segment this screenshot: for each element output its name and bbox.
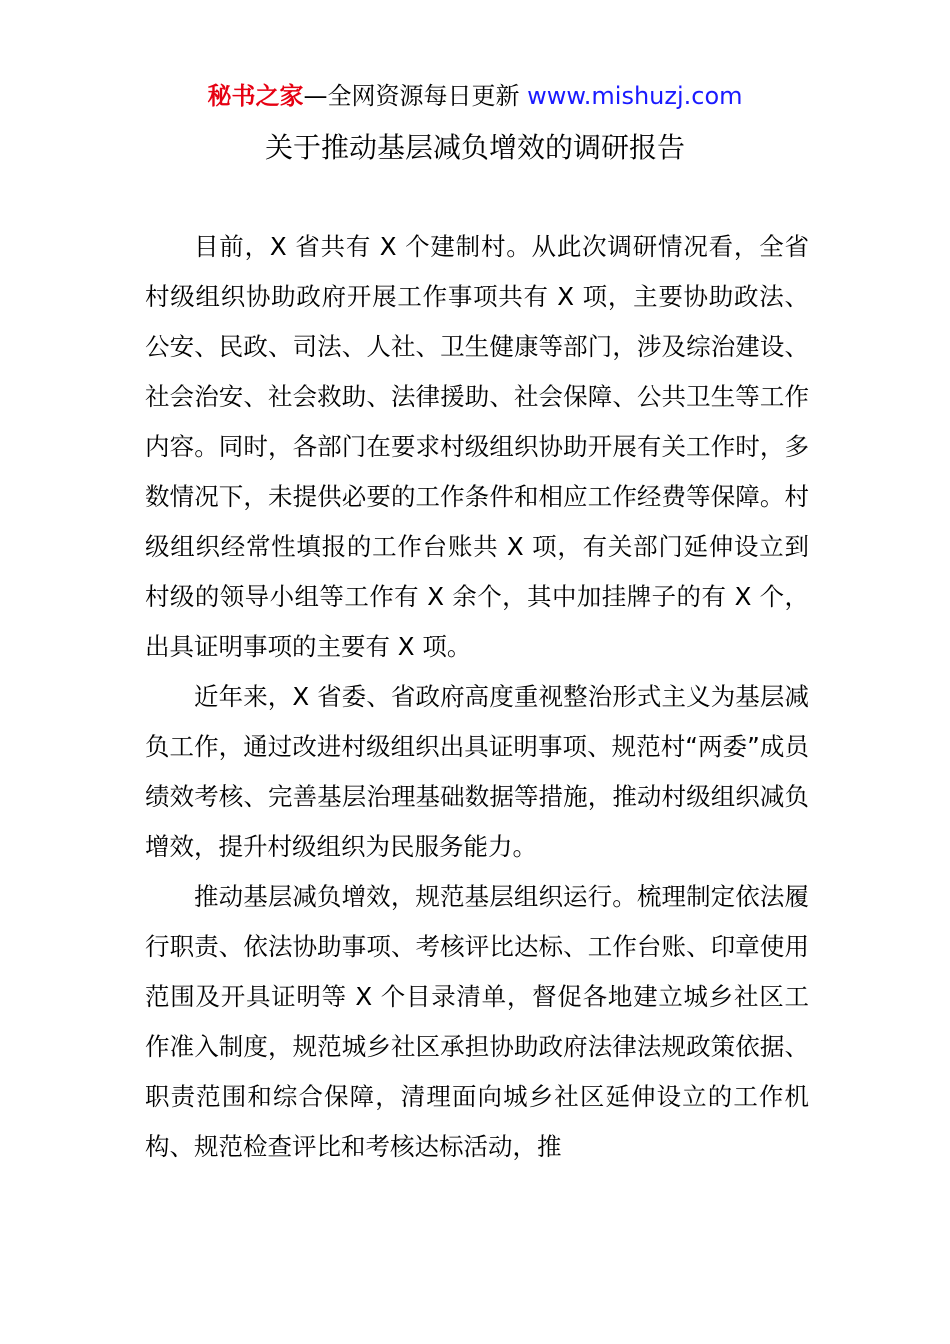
document-title: 关于推动基层减负增效的调研报告 bbox=[264, 131, 685, 164]
document-body bbox=[145, 222, 809, 1172]
site-tagline: —全网资源每日更新 bbox=[303, 82, 520, 110]
paragraph-3: 推动基层减负增效，规范基层组织运行。梳理制定依法履行职责、依法协助事项、考核评比达标、工作台账、印章使用范围及开具证明等 X 个目录清单，督促各地建立城乡社区工作准入制度，规范城乡社区承担协助政府法律法规政策依据、职责范围和综合保障，清理面向城乡社区延伸设立的工作机构、规范检查评比和考核达标活动，推 bbox=[145, 882, 809, 1161]
paragraph-1: 目前，X 省共有 X 个建制村。从此次调研情况看，全省村级组织协助政府开展工作事项共有 X 项，主要协助政法、公安、民政、司法、人社、卫生健康等部门，涉及综治建设、社会治安、社会救助、法律援助、社会保障、公共卫生等工作内容。同时，各部门在要求村级组织协助开展有关工作时，多数情况下，未提供必要的工作条件和相应工作经费等保障。村级组织经常性填报的工作台账共 X 项，有关部门延伸设立到村级的领导小组等工作有 X 余个，其中加挂牌子的有 X 个，出具证明事项的主要有 X 项。 bbox=[145, 232, 809, 661]
site-header bbox=[0, 80, 950, 112]
site-brand: 秘书之家 bbox=[207, 82, 304, 110]
site-url-link[interactable]: www.mishuzj.com bbox=[527, 82, 743, 110]
paragraph-2: 近年来，X 省委、省政府高度重视整治形式主义为基层减负工作，通过改进村级组织出具证明事项、规范村“两委”成员绩效考核、完善基层治理基础数据等措施，推动村级组织减负增效，提升村级组织为民服务能力。 bbox=[145, 682, 809, 861]
